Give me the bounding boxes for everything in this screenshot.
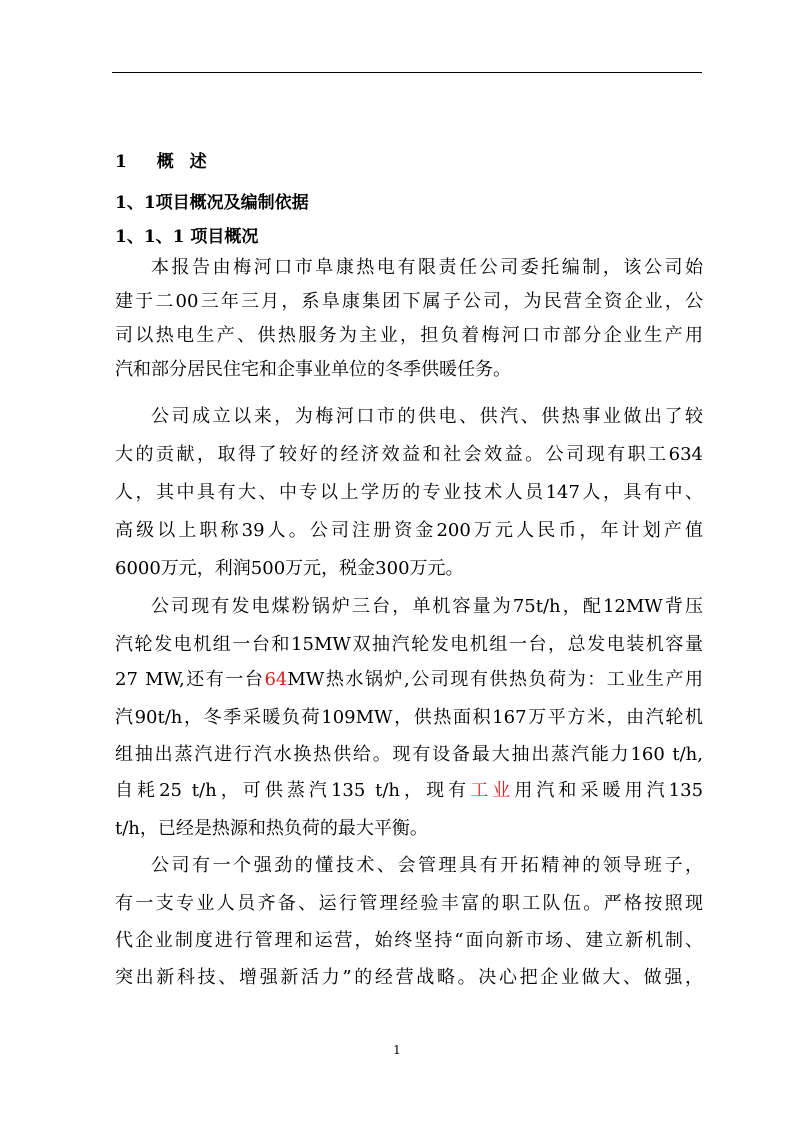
highlighted-text: 工业 (470, 780, 515, 801)
paragraph-line: 人，其中具有大、中专以上学历的专业技术人员147人，具有中、 (115, 482, 703, 503)
highlighted-text: 64 (264, 669, 288, 690)
chapter-number: 1 (115, 152, 127, 172)
paragraph-line (115, 779, 703, 803)
text-segment: MW热水锅炉,公司现有供热负荷为：工业生产用 (287, 669, 703, 690)
page-number: 1 (393, 1043, 401, 1057)
chapter-title: 概述 (156, 152, 223, 172)
paragraph-line: 司以热电生产、供热服务为主业，担负着梅河口市部分企业生产用 (115, 325, 703, 346)
paragraph-line: 汽轮发电机组一台和15MW双抽汽轮发电机组一台，总发电装机容量 (115, 634, 703, 655)
paragraph-line: 高级以上职称39人。公司注册资金200万元人民币，年计划产值 (115, 520, 703, 541)
paragraph-line: 公司现有发电煤粉锅炉三台，单机容量为75t/h，配12MW背压 (151, 596, 703, 617)
paragraph-line: 公司成立以来，为梅河口市的供电、供汽、供热事业做出了较 (151, 406, 703, 427)
paragraph-line: 本报告由梅河口市阜康热电有限责任公司委托编制，该公司始 (151, 257, 703, 278)
paragraph-line: 6000万元，利润500万元，税金300万元。 (115, 558, 464, 579)
paragraph-line: 突出新科技、增强新活力”的经营战略。决心把企业做大、做强， (115, 967, 703, 988)
paragraph-line: 代企业制度进行管理和运营，始终坚持“面向新市场、建立新机制、 (115, 930, 703, 951)
paragraph-line: t/h，已经是热源和热负荷的最大平衡。 (115, 818, 428, 839)
paragraph-line: 组抽出蒸汽进行汽水换热供给。现有设备最大抽出蒸汽能力160 t/h, (115, 744, 703, 765)
paragraph-line: 大的贡献，取得了较好的经济效益和社会效益。公司现有职工634 (115, 444, 703, 465)
paragraph-line: 汽和部分居民住宅和企事业单位的冬季供暖任务。 (115, 359, 511, 380)
section-heading: 1、1项目概况及编制依据 (115, 193, 309, 213)
subsection-heading: 1、1、1 项目概况 (115, 227, 259, 247)
text-segment: 自耗25 t/h，可供蒸汽135 t/h，现有 (115, 780, 471, 801)
paragraph-line (115, 668, 703, 692)
text-segment: 用汽和采暖用汽135 (514, 780, 704, 801)
paragraph-line: 公司有一个强劲的懂技术、会管理具有开拓精神的领导班子， (151, 855, 703, 876)
header-rule (112, 72, 702, 73)
chapter-heading (115, 147, 223, 172)
paragraph-line: 建于二00三年三月，系阜康集团下属子公司，为民营全资企业，公 (115, 291, 703, 312)
paragraph-line: 有一支专业人员齐备、运行管理经验丰富的职工队伍。严格按照现 (115, 893, 703, 914)
paragraph-line: 汽90t/h，冬季采暖负荷109MW，供热面积167万平方米，由汽轮机 (115, 707, 703, 728)
text-segment: 27 MW,还有一台 (115, 669, 265, 690)
